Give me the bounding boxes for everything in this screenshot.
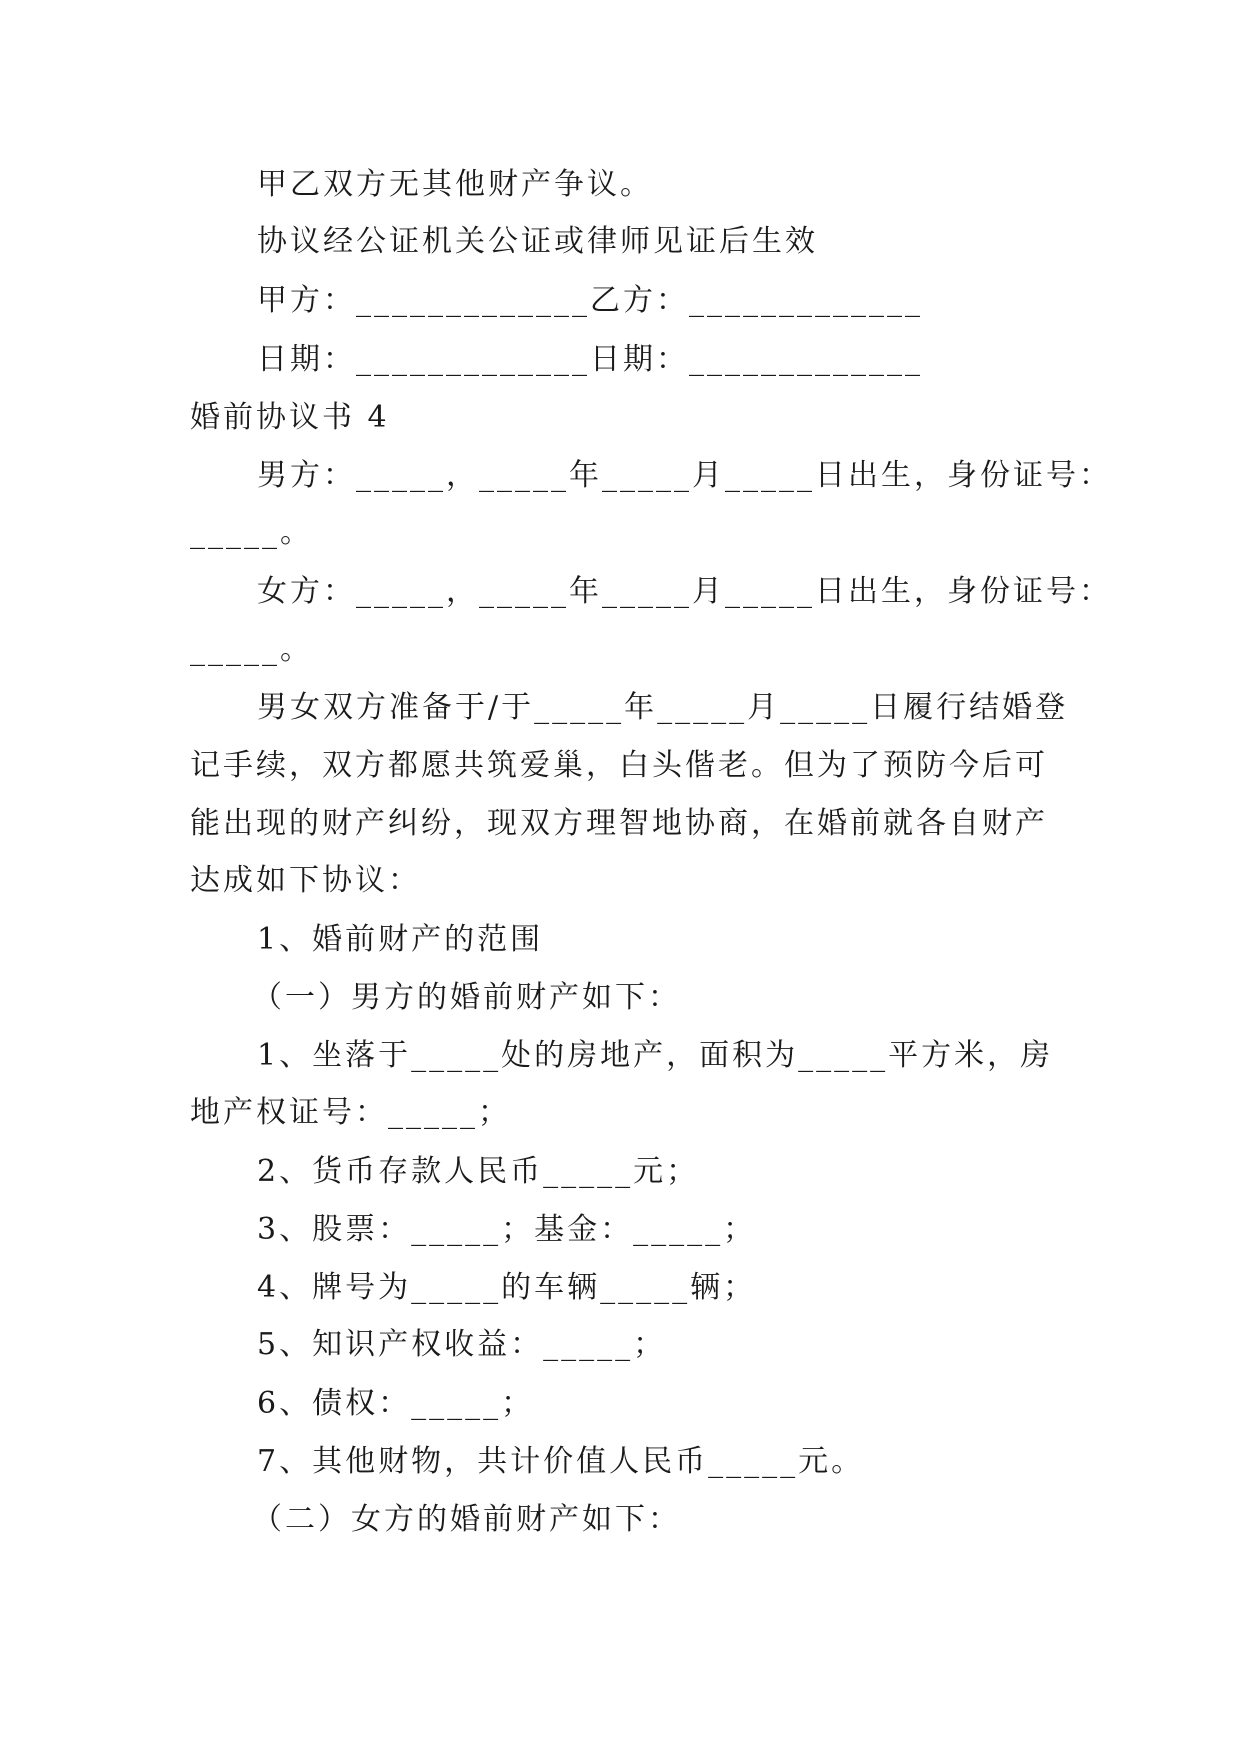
- text-line: 能出现的财产纠纷，现双方理智地协商，在婚前就各自财产: [190, 806, 1048, 841]
- text-line: 7、其他财物，共计价值人民币_____元。: [257, 1444, 865, 1479]
- text-line: 甲乙双方无其他财产争议。: [257, 167, 653, 202]
- text-line: 6、债权：_____；: [257, 1386, 535, 1421]
- subsection-heading: （一）男方的婚前财产如下：: [252, 980, 681, 1015]
- text-line: 3、股票：_____；基金：_____；: [257, 1212, 757, 1247]
- text-line: 4、牌号为_____的车辆_____辆；: [257, 1270, 757, 1305]
- text-line: 地产权证号：_____；: [190, 1095, 511, 1130]
- text-line: 1、坐落于_____处的房地产，面积为_____平方米，房: [257, 1038, 1054, 1073]
- text-line: 记手续，双方都愿共筑爱巢，白头偕老。但为了预防今后可: [190, 748, 1048, 783]
- text-line: 女方：_____，_____年_____月_____日出生，身份证号：: [257, 574, 1112, 609]
- text-line: _____。: [190, 632, 313, 667]
- subsection-heading: （二）女方的婚前财产如下：: [252, 1502, 681, 1537]
- signature-line-date: 日期：_____________日期：_____________: [257, 342, 923, 377]
- text-line: _____。: [190, 515, 313, 550]
- text-line: 1、婚前财产的范围: [257, 922, 544, 957]
- text-line: 男方：_____，_____年_____月_____日出生，身份证号：: [257, 458, 1112, 493]
- text-line: 男女双方准备于/于_____年_____月_____日履行结婚登: [257, 690, 1069, 725]
- text-line: 2、货币存款人民币_____元；: [257, 1154, 700, 1189]
- section-heading: 婚前协议书 4: [190, 400, 390, 435]
- text-line: 5、知识产权收益：_____；: [257, 1327, 667, 1362]
- text-line: 达成如下协议：: [190, 863, 421, 898]
- text-line: 协议经公证机关公证或律师见证后生效: [257, 224, 818, 259]
- signature-line-party: 甲方：_____________乙方：_____________: [257, 283, 923, 318]
